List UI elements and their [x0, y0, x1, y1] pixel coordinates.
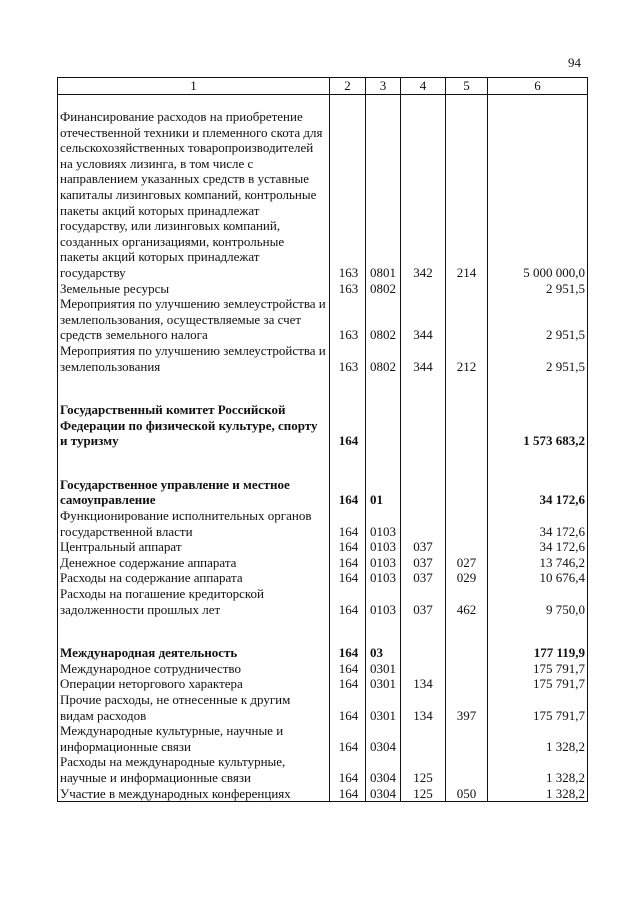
row-amount: 175 791,7 [488, 661, 588, 677]
row-expense-type: 212 [446, 343, 488, 374]
column-header: 6 [488, 78, 588, 95]
page-number: 94 [568, 55, 581, 70]
row-amount: 175 791,7 [488, 692, 588, 723]
row-amount: 1 573 683,2 [488, 374, 588, 449]
row-article: 037 [401, 539, 446, 555]
budget-table [57, 77, 588, 802]
row-subsection: 0103 [366, 508, 401, 539]
row-amount: 1 328,2 [488, 754, 588, 785]
row-subsection: 0801 [366, 95, 401, 281]
row-subsection: 0301 [366, 661, 401, 677]
row-section: 164 [330, 539, 366, 555]
table-row [58, 723, 588, 754]
row-name: Государственный комитет Российской Федерации по физической культуре, спорту и туризму [58, 374, 330, 449]
row-article: 037 [401, 555, 446, 571]
row-name: Функционирование исполнительных органов государственной власти [58, 508, 330, 539]
row-name: Центральный аппарат [58, 539, 330, 555]
row-amount: 2 951,5 [488, 281, 588, 297]
table-row [58, 661, 588, 677]
table-row [58, 570, 588, 586]
row-expense-type: 029 [446, 570, 488, 586]
row-article: 134 [401, 692, 446, 723]
table-row [58, 95, 588, 281]
row-name: Денежное содержание аппарата [58, 555, 330, 571]
table-row [58, 754, 588, 785]
row-name: Международное сотрудничество [58, 661, 330, 677]
row-amount: 5 000 000,0 [488, 95, 588, 281]
table-row [58, 692, 588, 723]
row-article [401, 281, 446, 297]
row-section: 164 [330, 617, 366, 661]
table-row [58, 586, 588, 617]
row-expense-type [446, 754, 488, 785]
row-section: 164 [330, 692, 366, 723]
row-section: 164 [330, 570, 366, 586]
table-row [58, 343, 588, 374]
row-subsection [366, 374, 401, 449]
table-row [58, 374, 588, 449]
row-expense-type [446, 539, 488, 555]
row-subsection: 0304 [366, 786, 401, 802]
row-section: 163 [330, 281, 366, 297]
row-expense-type [446, 508, 488, 539]
row-subsection: 0103 [366, 539, 401, 555]
row-amount: 177 119,9 [488, 617, 588, 661]
row-expense-type [446, 723, 488, 754]
row-name: Мероприятия по улучшению землеустройства и землепользования [58, 343, 330, 374]
row-name: Международные культурные, научные и информационные связи [58, 723, 330, 754]
row-article: 125 [401, 754, 446, 785]
row-article [401, 508, 446, 539]
row-section: 164 [330, 723, 366, 754]
row-subsection: 0802 [366, 296, 401, 343]
table-row [58, 539, 588, 555]
column-header: 3 [366, 78, 401, 95]
row-amount: 34 172,6 [488, 508, 588, 539]
row-amount: 2 951,5 [488, 343, 588, 374]
row-expense-type [446, 374, 488, 449]
row-amount: 175 791,7 [488, 676, 588, 692]
row-amount: 1 328,2 [488, 786, 588, 802]
row-expense-type [446, 676, 488, 692]
row-name: Государственное управление и местное самоуправление [58, 449, 330, 508]
table-row [58, 555, 588, 571]
row-article [401, 661, 446, 677]
row-name: Расходы на содержание аппарата [58, 570, 330, 586]
row-section: 164 [330, 374, 366, 449]
row-expense-type [446, 281, 488, 297]
row-section: 164 [330, 586, 366, 617]
table-row [58, 296, 588, 343]
row-section: 164 [330, 661, 366, 677]
row-article: 037 [401, 586, 446, 617]
row-article: 342 [401, 95, 446, 281]
row-section: 164 [330, 449, 366, 508]
row-section: 164 [330, 786, 366, 802]
row-article: 344 [401, 296, 446, 343]
header-row [58, 78, 588, 95]
row-expense-type [446, 661, 488, 677]
row-article [401, 617, 446, 661]
row-expense-type: 027 [446, 555, 488, 571]
row-section: 163 [330, 95, 366, 281]
row-amount: 34 172,6 [488, 539, 588, 555]
row-expense-type [446, 296, 488, 343]
row-expense-type: 462 [446, 586, 488, 617]
row-article: 344 [401, 343, 446, 374]
row-amount: 2 951,5 [488, 296, 588, 343]
row-article: 037 [401, 570, 446, 586]
row-section: 164 [330, 754, 366, 785]
row-subsection: 0802 [366, 281, 401, 297]
row-amount: 10 676,4 [488, 570, 588, 586]
row-section: 163 [330, 296, 366, 343]
row-amount: 34 172,6 [488, 449, 588, 508]
table-row [58, 281, 588, 297]
row-name: Расходы на международные культурные, научные и информационные связи [58, 754, 330, 785]
row-amount: 1 328,2 [488, 723, 588, 754]
row-subsection: 0103 [366, 570, 401, 586]
table-row [58, 449, 588, 508]
row-subsection: 0103 [366, 555, 401, 571]
row-article [401, 723, 446, 754]
row-name: Международная деятельность [58, 617, 330, 661]
row-subsection: 0304 [366, 723, 401, 754]
row-section: 164 [330, 508, 366, 539]
row-section: 164 [330, 555, 366, 571]
row-subsection: 0103 [366, 586, 401, 617]
row-article: 125 [401, 786, 446, 802]
row-subsection: 0802 [366, 343, 401, 374]
column-header: 5 [446, 78, 488, 95]
row-article [401, 449, 446, 508]
row-name: Прочие расходы, не отнесенные к другим видам расходов [58, 692, 330, 723]
row-subsection: 0301 [366, 676, 401, 692]
row-amount: 13 746,2 [488, 555, 588, 571]
row-expense-type: 214 [446, 95, 488, 281]
row-section: 163 [330, 343, 366, 374]
row-subsection: 01 [366, 449, 401, 508]
row-subsection: 0301 [366, 692, 401, 723]
table-row [58, 508, 588, 539]
column-header: 4 [401, 78, 446, 95]
row-expense-type: 397 [446, 692, 488, 723]
row-name: Участие в международных конференциях [58, 786, 330, 802]
row-subsection: 03 [366, 617, 401, 661]
row-expense-type: 050 [446, 786, 488, 802]
row-amount: 9 750,0 [488, 586, 588, 617]
row-name: Финансирование расходов на приобретение отечественной техники и племенного скота для сельскохозяйственных товаропроизводителей на условиях лизинга, в том числе с направлением указанных средств в уставные капиталы лизинговых компаний, контрольные пакеты акций которых принадлежат государству, или лизинговых компаний, созданных организациями, контрольные пакеты акций которых принадлежат государству [58, 95, 330, 281]
row-name: Мероприятия по улучшению землеустройства и землепользования, осуществляемые за счет средств земельного налога [58, 296, 330, 343]
row-expense-type [446, 449, 488, 508]
row-subsection: 0304 [366, 754, 401, 785]
row-name: Операции неторгового характера [58, 676, 330, 692]
table-row [58, 617, 588, 661]
row-article [401, 374, 446, 449]
table-row [58, 676, 588, 692]
column-header: 2 [330, 78, 366, 95]
table-row [58, 786, 588, 802]
row-article: 134 [401, 676, 446, 692]
row-expense-type [446, 617, 488, 661]
column-header: 1 [58, 78, 330, 95]
row-name: Расходы на погашение кредиторской задолженности прошлых лет [58, 586, 330, 617]
row-section: 164 [330, 676, 366, 692]
row-name: Земельные ресурсы [58, 281, 330, 297]
